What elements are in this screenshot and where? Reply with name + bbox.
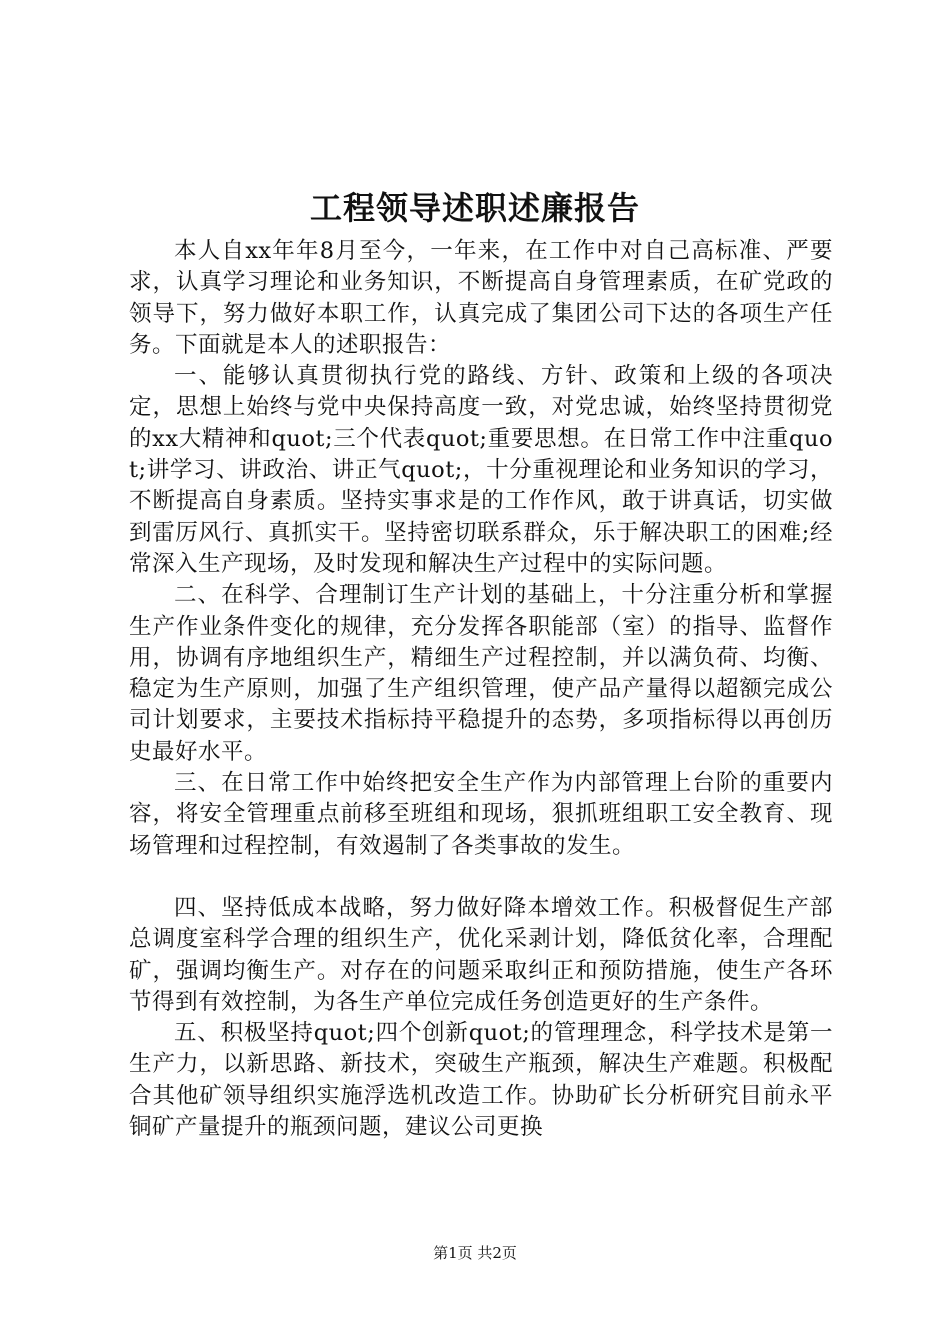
paragraph-section-1: 一、能够认真贯彻执行党的路线、方针、政策和上级的各项决定，思想上始终与党中央保持高度一致，对党忠诚，始终坚持贯彻党的xx大精神和quot;三个代表quot;重要思想。在日常工作中注重quot;讲学习、讲政治、讲正气quot;，十分重视理论和业务知识的学习，不断提高自身素质。坚持实事求是的工作作风，敢于讲真话，切实做到雷厉风行、真抓实干。坚持密切联系群众，乐于解决职工的困难;经常深入生产现场，及时发现和解决生产过程中的实际问题。 <box>129 363 833 577</box>
paragraph-section-3: 三、在日常工作中始终把安全生产作为内部管理上台阶的重要内容，将安全管理重点前移至班组和现场，狠抓班组职工安全教育、现场管理和过程控制，有效遏制了各类事故的发生。 <box>129 770 833 859</box>
document-title: 工程领导述职述廉报告 <box>309 189 640 227</box>
paragraph-intro: 本人自xx年年8月至今，一年来，在工作中对自己高标准、严要求，认真学习理论和业务知识，不断提高自身管理素质，在矿党政的领导下，努力做好本职工作，认真完成了集团公司下达的各项生产任务。下面就是本人的述职报告： <box>129 238 833 358</box>
paragraph-section-4: 四、坚持低成本战略，努力做好降本增效工作。积极督促生产部总调度室科学合理的组织生产，优化采剥计划，降低贫化率，合理配矿，强调均衡生产。对存在的问题采取纠正和预防措施，使生产各环节得到有效控制，为各生产单位完成任务创造更好的生产条件。 <box>129 894 833 1015</box>
paragraph-section-2: 二、在科学、合理制订生产计划的基础上，十分注重分析和掌握生产作业条件变化的规律，充分发挥各职能部（室）的指导、监督作用，协调有序地组织生产，精细生产过程控制，并以满负荷、均衡、稳定为生产原则，加强了生产组织管理，使产品产量得以超额完成公司计划要求，主要技术指标持平稳提升的态势，多项指标得以再创历史最好水平。 <box>129 582 833 765</box>
page-number: 第1页 共2页 <box>433 1244 517 1262</box>
paragraph-section-5: 五、积极坚持quot;四个创新quot;的管理理念，科学技术是第一生产力，以新思路、新技术，突破生产瓶颈，解决生产难题。积极配合其他矿领导组织实施浮选机改造工作。协助矿长分析研究目前永平铜矿产量提升的瓶颈问题，建议公司更换 <box>129 1020 833 1141</box>
document-body <box>129 236 833 1143</box>
paragraph-spacer <box>129 862 833 893</box>
